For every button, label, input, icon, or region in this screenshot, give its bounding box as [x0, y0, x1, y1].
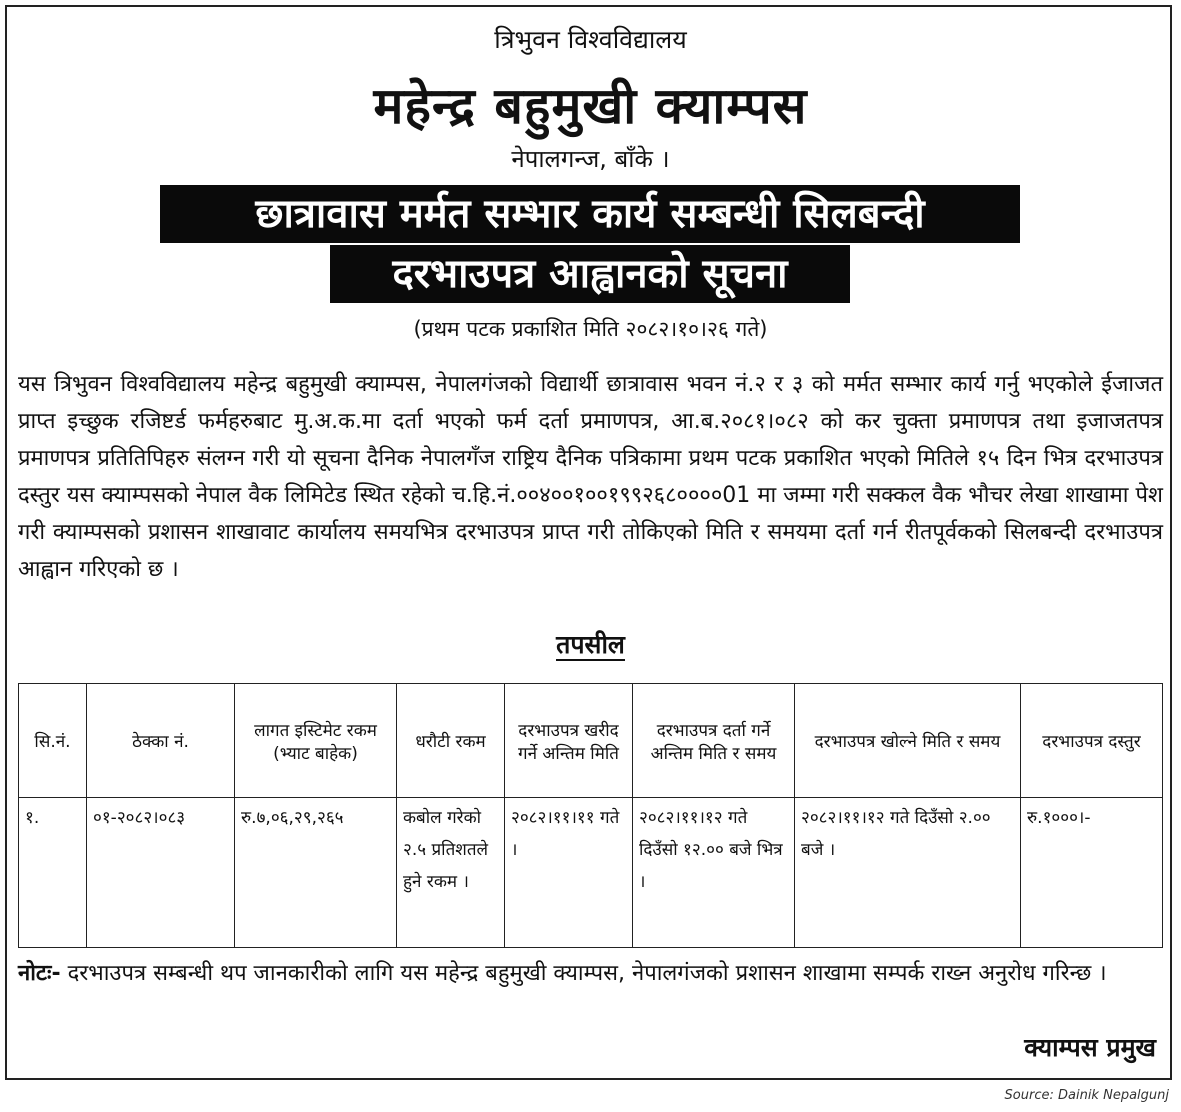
cell: रु.७,०६,२९,२६५: [235, 798, 397, 948]
source-caption: Source: Dainik Nepalgunj: [1004, 1088, 1169, 1103]
signature: क्याम्पस प्रमुख: [1024, 1033, 1156, 1062]
col-header: दरभाउपत्र दस्तुर: [1021, 684, 1163, 798]
cell: २०८२।११।१२ गते दिउँसो १२.०० बजे भित्र ।: [633, 798, 795, 948]
notice-title-line2: दरभाउपत्र आह्वानको सूचना: [330, 245, 850, 303]
col-header: धरौटी रकम: [397, 684, 505, 798]
publication-date: (प्रथम पटक प्रकाशित मिति २०८२।१०।२६ गते): [413, 317, 768, 341]
cell: रु.१०००।-: [1021, 798, 1163, 948]
col-header: दरभाउपत्र दर्ता गर्ने अन्तिम मिति र समय: [633, 684, 795, 798]
col-header: ठेक्का नं.: [87, 684, 235, 798]
details-heading: तपसील: [556, 630, 625, 659]
table-row: [19, 798, 1163, 948]
col-header: सि.नं.: [19, 684, 87, 798]
col-header: लागत इस्टिमेट रकम (भ्याट बाहेक): [235, 684, 397, 798]
col-header: दरभाउपत्र खोल्ने मिति र समय: [795, 684, 1021, 798]
cell: कबोल गरेको २.५ प्रतिशतले हुने रकम ।: [397, 798, 505, 948]
cell: २०८२।११।१२ गते दिउँसो २.०० बजे ।: [795, 798, 1021, 948]
campus-name: महेन्द्र बहुमुखी क्याम्पस: [373, 77, 808, 135]
cell: २०८२।११।११ गते ।: [505, 798, 633, 948]
campus-location: नेपालगन्ज, बाँके ।: [511, 145, 670, 173]
note-label: नोटः-: [18, 961, 61, 986]
col-header: दरभाउपत्र खरीद गर्ने अन्तिम मिति: [505, 684, 633, 798]
notice-body: यस त्रिभुवन विश्वविद्यालय महेन्द्र बहुमुखी क्याम्पस, नेपालगंजको विद्यार्थी छात्रावास भवन नं.२ र ३ को मर्मत सम्भार कार्य गर्नु भएकोले ईजाजत प्राप्त इच्छुक रजिष्टर्ड फर्महरुबाट मु.अ.क.मा दर्ता भएको फर्म दर्ता प्रमाणपत्र, आ.ब.२०८१।०८२ को कर चुक्ता प्रमाणपत्र तथा इजाजतपत्र प्रमाणपत्र प्रतितिपिहरु संलग्न गरी यो सूचना दैनिक नेपालगँज राष्ट्रिय दैनिक पत्रिकामा प्रथम पटक प्रकाशित भएको मितिले १५ दिन भित्र दरभाउपत्र दस्तुर यस क्याम्पसको नेपाल वैक लिमिटेड स्थित रहेको च.हि.नं.००४००१००१९९२६८००००01 मा जम्मा गरी सक्कल वैक भौचर लेखा शाखामा पेश गरी क्याम्पसको प्रशासन शाखावाट कार्यालय समयभित्र दरभाउपत्र प्राप्त गरी तोकिएको मिति र समयमा दर्ता गर्न रीतपूर्वकको सिलबन्दी दरभाउपत्र आह्वान गरिएको छ ।: [18, 372, 1163, 582]
table-header-row: [19, 684, 1163, 798]
university-name: त्रिभुवन विश्वविद्यालय: [494, 25, 687, 54]
cell: ०१-२०८२।०८३: [87, 798, 235, 948]
note-text: दरभाउपत्र सम्बन्धी थप जानकारीको लागि यस महेन्द्र बहुमुखी क्याम्पस, नेपालगंजको प्रशासन शाखामा सम्पर्क राख्न अनुरोध गरिन्छ ।: [67, 961, 1107, 986]
notice-title-line1: छात्रावास मर्मत सम्भार कार्य सम्बन्धी सिलबन्दी: [160, 185, 1020, 243]
cell: १.: [19, 798, 87, 948]
note: [18, 955, 1163, 992]
tender-table: [18, 683, 1163, 948]
